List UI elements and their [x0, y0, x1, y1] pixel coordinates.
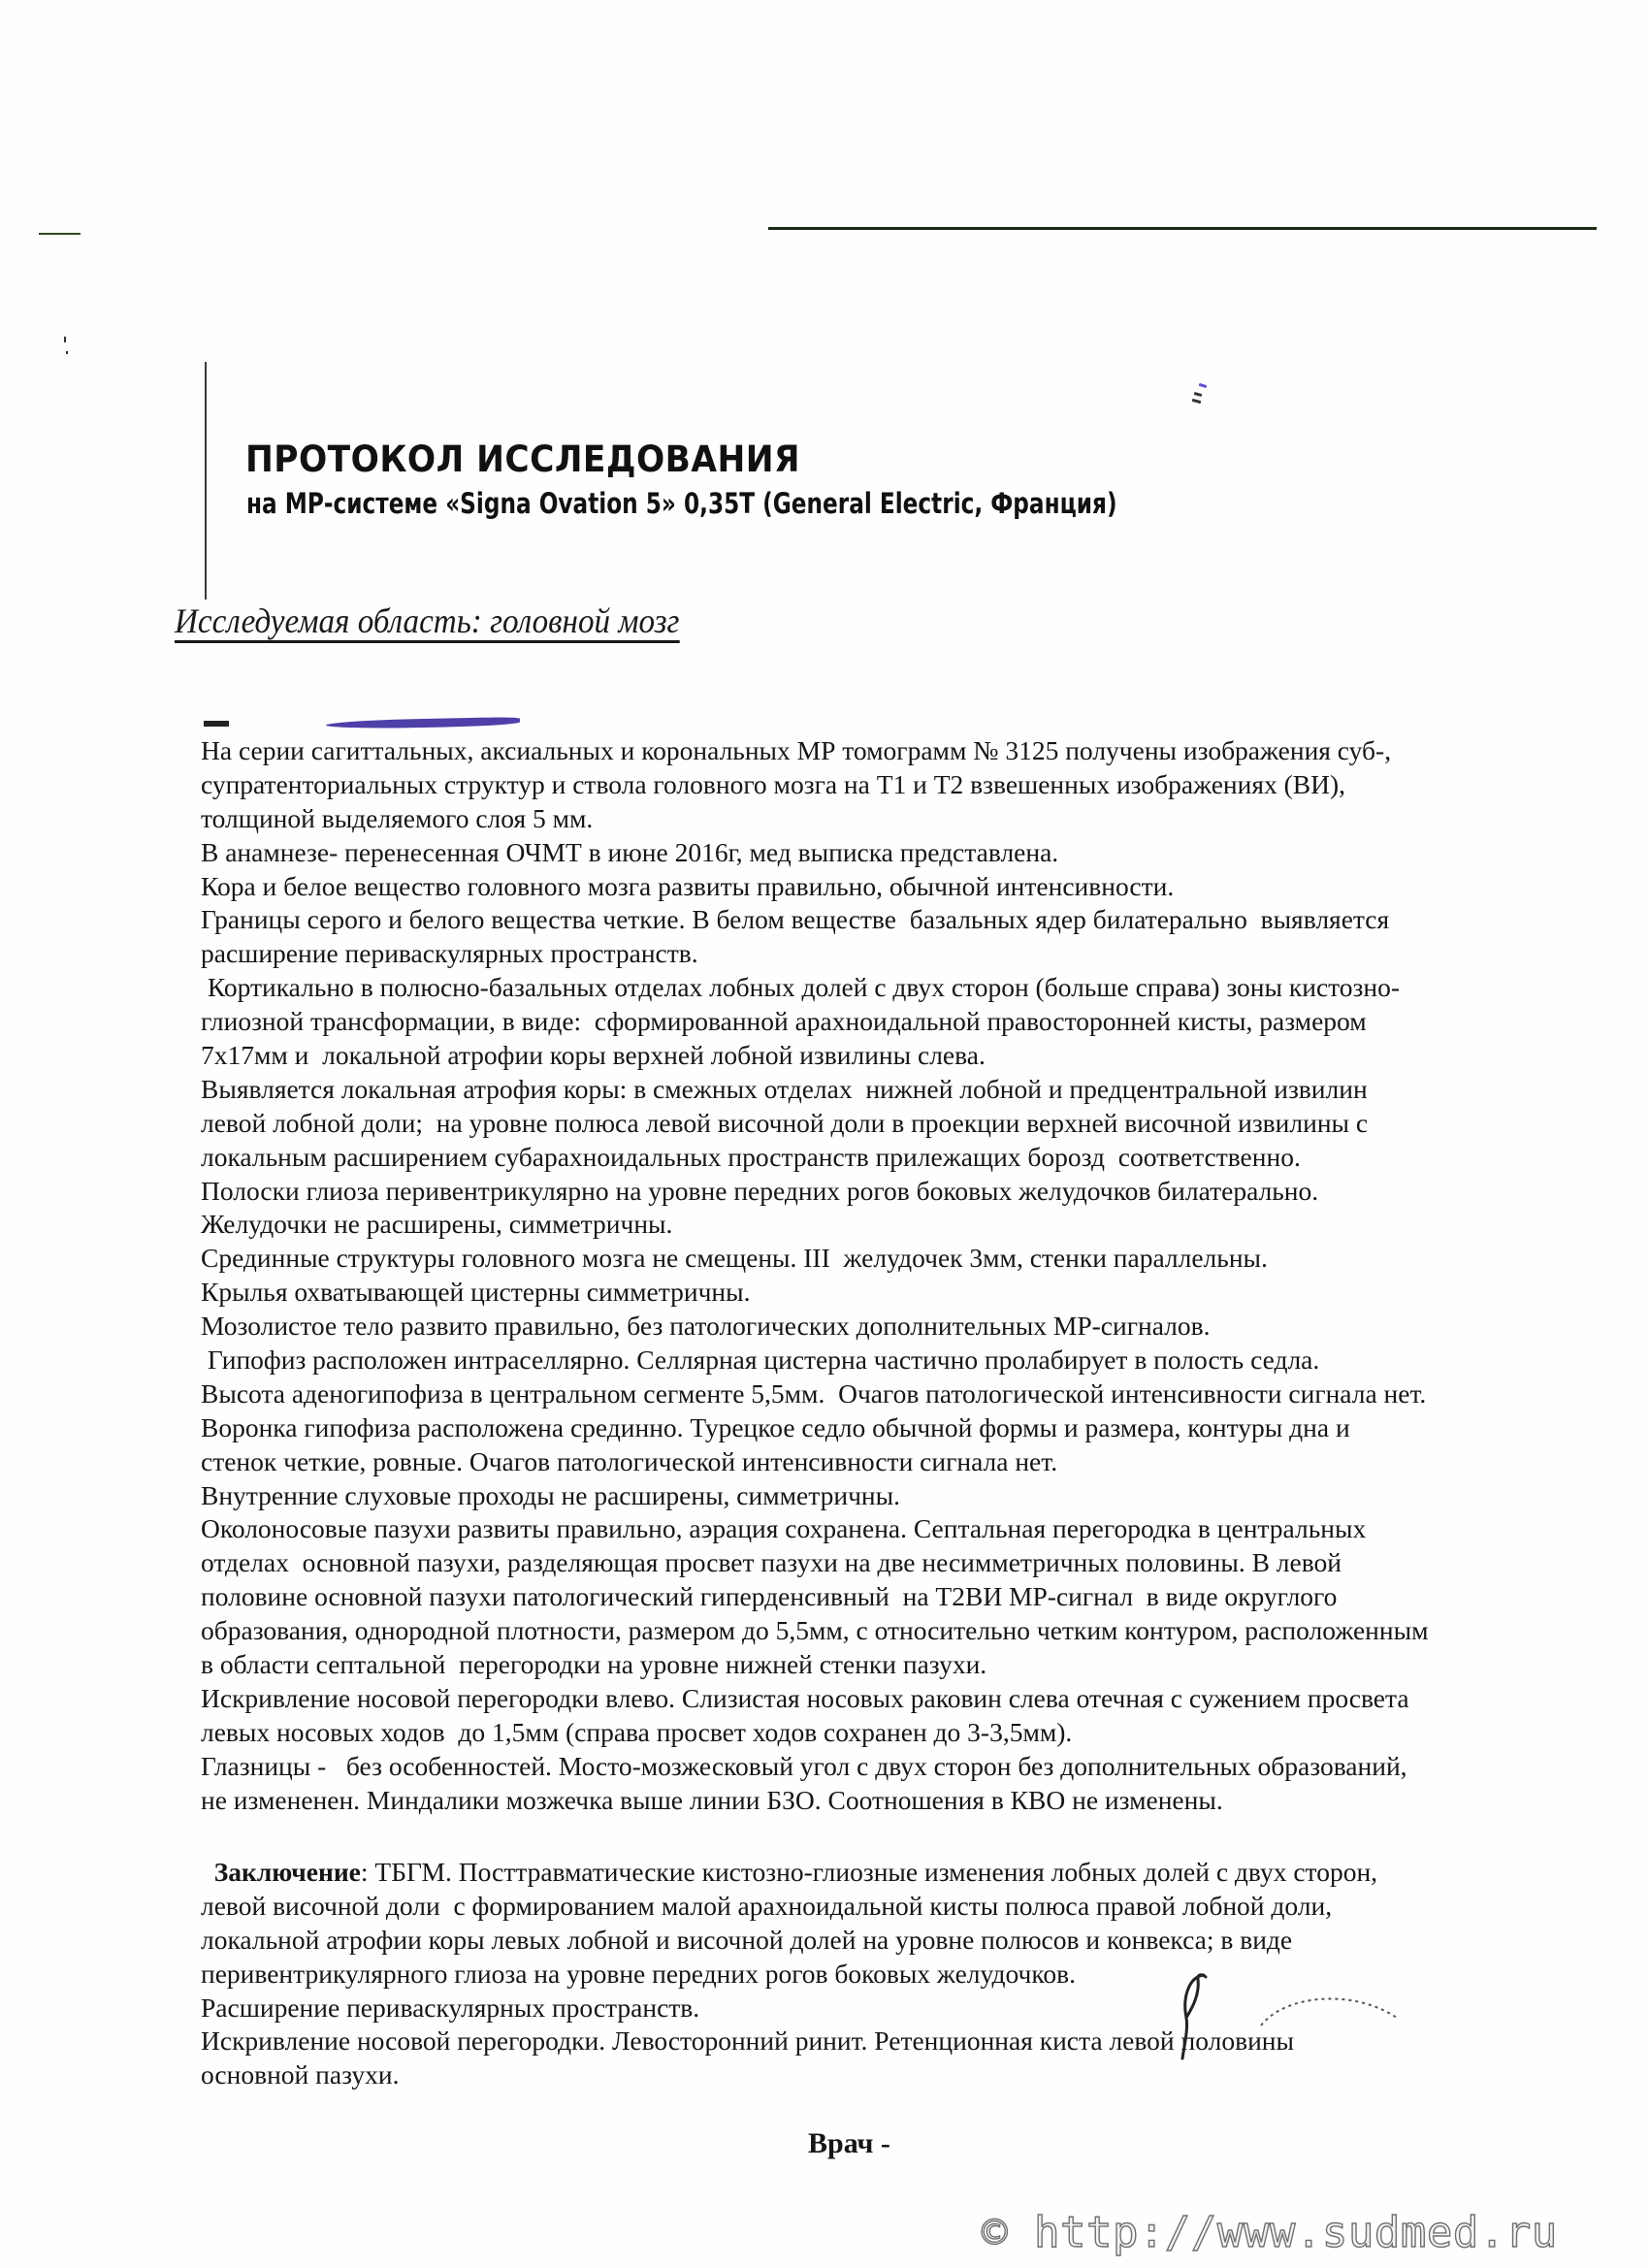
findings-line: Срединные структуры головного мозга не смещены. III желудочек 3мм, стенки параллельны. — [201, 1243, 1268, 1274]
conclusion-line: локальной атрофии коры левых лобной и височной долей на уровне полюсов и конвекса; в виде — [201, 1924, 1293, 1955]
conclusion-line — [201, 1856, 1377, 1890]
scan-speck — [66, 351, 68, 354]
signature-mark — [1169, 1969, 1227, 2061]
protocol-title: ПРОТОКОЛ ИССЛЕДОВАНИЯ — [245, 438, 800, 480]
header-vertical-bar — [205, 362, 207, 599]
findings-line: глиозной трансформации, в виде: сформированной арахноидальной правосторонней кисты, размером — [201, 1006, 1367, 1037]
findings-line: Желудочки не расширены, симметричны. — [201, 1209, 673, 1240]
findings-line: Внутренние слуховые проходы не расширены, симметричны. — [201, 1479, 900, 1510]
scan-speck — [1192, 399, 1201, 404]
site-watermark: © http://www.sudmed.ru — [982, 2208, 1558, 2257]
findings-line: Полоски глиоза перивентрикулярно на уровне передних рогов боковых желудочков билатерально. — [201, 1175, 1319, 1206]
findings-line: Искривление носовой перегородки влево. Слизистая носовых раковин слева отечная с сужением просвета — [201, 1682, 1409, 1713]
findings-line: Кортикально в полюсно-базальных отделах лобных долей с двух сторон (больше справа) зоны кистозно- — [201, 972, 1401, 1003]
findings-line: толщиной выделяемого слоя 5 мм. — [201, 802, 594, 833]
findings-line: Мозолистое тело развито правильно, без патологических дополнительных МР-сигналов. — [201, 1311, 1211, 1342]
findings-line: Воронка гипофиза расположена срединно. Турецкое седло обычной формы и размера, контуры дна и — [201, 1411, 1350, 1442]
conclusion-label: Заключение — [213, 1857, 361, 1887]
scan-speck — [1194, 392, 1203, 397]
findings-line: Кора и белое вещество головного мозга развиты правильно, обычной интенсивности. — [201, 870, 1175, 901]
findings-line: в области септальной перегородки на уровне нижней стенки пазухи. — [201, 1649, 987, 1680]
findings-line: супратенториальных структур и ствола головного мозга на Т1 и Т2 взвешенных изображениях (ВИ), — [201, 768, 1346, 799]
conclusion-first-line: : ТБГМ. Посттравматические кистозно-глиозные изменения лобных долей с двух сторон, — [360, 1857, 1378, 1887]
faint-stamp-arc — [1256, 1989, 1402, 2027]
findings-line: образования, однородной плотности, размером до 5,5мм, с относительно четким контуром, расположенным — [201, 1615, 1429, 1646]
conclusion-line: перивентрикулярного глиоза на уровне передних рогов боковых желудочков. — [201, 1958, 1076, 1989]
protocol-subtitle: на МР-системе «Signa Ovation 5» 0,35T (General Electric, Франция) — [246, 487, 1117, 520]
findings-line: локальным расширением субарахноидальных пространств прилежащих борозд соответственно. — [201, 1141, 1301, 1172]
scan-speck — [1199, 383, 1208, 388]
findings-line: На серии сагиттальных, аксиальных и корональных МР томограмм № 3125 получены изображения суб-, — [201, 735, 1392, 765]
findings-line: Гипофиз расположен интраселлярно. Селлярная цистерна частично пролабирует в полость седла. — [201, 1345, 1320, 1376]
findings-line: Крылья охватывающей цистерны симметричны. — [201, 1277, 751, 1308]
findings-line: расширение периваскулярных пространств. — [201, 938, 698, 969]
conclusion-line: Искривление носовой перегородки. Левосторонний ринит. Ретенционная киста левой половины — [201, 2025, 1294, 2057]
cut-off-text-fragment — [204, 721, 229, 727]
findings-line: левых носовых ходов до 1,5мм (справа просвет ходов сохранен до 3-3,5мм). — [201, 1716, 1073, 1747]
conclusion-line: Расширение периваскулярных пространств. — [201, 1992, 700, 2023]
findings-line: левой лобной доли; на уровне полюса левой височной доли в проекции верхней височной извилины с — [201, 1107, 1369, 1138]
findings-line: Глазницы - без особенностей. Мосто-мозжесковый угол с двух сторон без дополнительных образований, — [201, 1750, 1407, 1781]
findings-line: Границы серого и белого вещества четкие. В белом веществе базальных ядер билатерально выявляется — [201, 904, 1390, 935]
scan-speck — [64, 337, 66, 342]
findings-line: Выявляется локальная атрофия коры: в смежных отделах нижней лобной и предцентральной извилин — [201, 1073, 1368, 1104]
top-left-rule — [39, 233, 81, 235]
study-area-heading: Исследуемая область: головной мозг — [175, 603, 679, 643]
findings-line: половине основной пазухи патологический гиперденсивный на Т2ВИ МР-сигнал в виде округлого — [201, 1581, 1338, 1612]
findings-text — [201, 734, 1428, 1818]
top-right-rule — [768, 227, 1597, 230]
findings-line: Высота аденогипофиза в центральном сегменте 5,5мм. Очагов патологической интенсивности сигнала нет. — [201, 1377, 1427, 1409]
findings-line: Околоносовые пазухи развиты правильно, аэрация сохранена. Септальная перегородка в центральных — [201, 1513, 1367, 1544]
doctor-label: Врач - — [808, 2127, 890, 2159]
findings-line: стенок четкие, ровные. Очагов патологической интенсивности сигнала нет. — [201, 1445, 1058, 1476]
conclusion-line: основной пазухи. — [201, 2059, 400, 2090]
findings-line: не измененен. Миндалики мозжечка выше линии БЗО. Соотношения в КВО не изменены. — [201, 1784, 1223, 1815]
conclusion-line: левой височной доли с формированием малой арахноидальной кисты полюса правой лобной доли, — [201, 1890, 1333, 1921]
findings-line: В анамнезе- перенесенная ОЧМТ в июне 2016г, мед выписка представлена. — [201, 836, 1059, 867]
blue-ink-stroke — [326, 717, 520, 729]
findings-line: 7х17мм и локальной атрофии коры верхней лобной извилины слева. — [201, 1040, 986, 1071]
findings-line: отделах основной пазухи, разделяющая просвет пазухи на две несимметричных половины. В левой — [201, 1547, 1342, 1578]
